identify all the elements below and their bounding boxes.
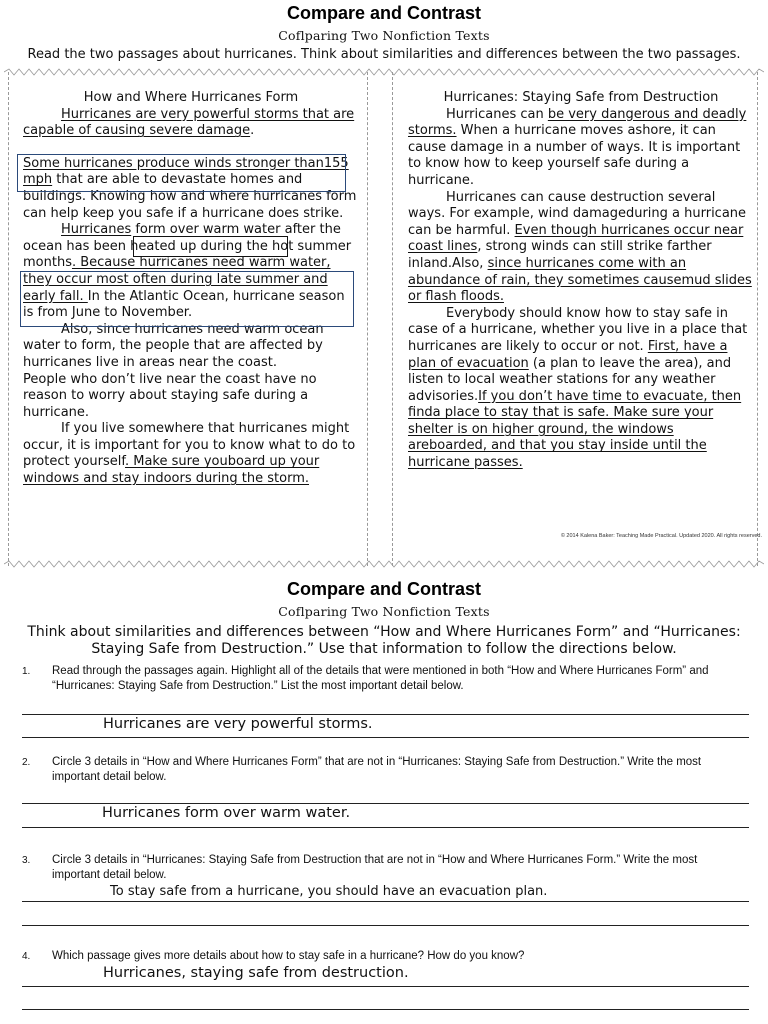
question-4-number: 4. [22,951,31,962]
answer-1: Hurricanes are very powerful storms. [103,716,373,732]
question-2-number: 2. [22,757,31,768]
answer-line [22,1009,749,1010]
passage-left-p6: If you live somewhere that hurricanes might occur, it is important for you to know what to do to protect yourself. Make sure youboard up your windows and stay indoors during the storm. [23,421,356,487]
passage-left-p5: People who don’t live near the coast have no reason to worry about staying safe during a hurricane. [23,371,317,420]
page-subtitle: Coflparing Two Nonfiction Texts [278,28,490,43]
question-2 [22,755,742,785]
question-4-text: Which passage gives more details about how to stay safe in a hurricane? How do you know? [52,950,525,962]
passage-right-p2: Hurricanes can cause destruction several ways. For example, wind damageduring a hurricane can be harmful. Even though hurricanes occur near coast lines, strong winds can still strike farther inland.Also, since hurricanes come with an abundance of rain, they sometimes causemud slides or flash floods. [408,189,752,305]
passage-right-p1: Hurricanes can be very dangerous and deadly storms. When a hurricane moves ashore, it can cause damage in a number of ways. It is important to know how to keep yourself safe during a hurricane. [408,106,747,188]
worksheet-intro: Think about similarities and differences between “How and Where Hurricanes Form” and “Hurricanes: Staying Safe from Destruction.” Use that information to follow the directions below. [27,624,741,657]
question-3-number: 3. [22,855,31,866]
worksheet-subtitle: Coflparing Two Nonfiction Texts [278,604,490,619]
question-2-text: Circle 3 details in “How and Where Hurricanes Form” that are not in “Hurricanes: Staying Safe from Destruction.” Write the most important detail below. [52,756,702,783]
answer-3: To stay safe from a hurricane, you should have an evacuation plan. [110,884,548,899]
passage-how-and-where [23,90,359,488]
passage-staying-safe [408,90,754,472]
answer-line [22,714,749,715]
question-1 [22,664,742,694]
page-title: Compare and Contrast [286,3,482,23]
copyright-text: © 2014 Kalena Baker: Teaching Made Practical. Updated 2020. All rights reserved. [560,533,762,539]
question-4 [22,949,742,964]
answer-line [22,901,749,902]
question-3-text: Circle 3 details in “Hurricanes: Staying Safe from Destruction that are not in “How and Where Hurricanes Form.” Write the most important detail below. [52,854,698,881]
passage-left-heading: How and Where Hurricanes Form [83,90,299,105]
answer-line [22,803,749,804]
answer-line [22,986,749,987]
question-1-text: Read through the passages again. Highlight all of the details that were mentioned in both “How and Where Hurricanes Form” and “Hurricanes: Staying Safe from Destruction.” List the most important detail below. [52,665,709,692]
answer-2: Hurricanes form over warm water. [102,805,351,821]
passage-left-p1: Hurricanes are very powerful storms that are capable of causing severe damage. [23,106,355,139]
passage-right-heading: Hurricanes: Staying Safe from Destruction [443,90,719,105]
passage-left-p2: Some hurricanes produce winds stronger than155 mph that are able to devastate homes and buildings. Knowing how and where hurricanes form can help keep you safe if a hurricane does strike. [23,155,357,221]
passage-left-p4: Also, since hurricanes need warm ocean water to form, the people that are affected by hurricanes live in areas near the coast. [23,321,324,370]
intro-text: Read the two passages about hurricanes. Think about similarities and differences between the two passages. [27,47,741,62]
answer-line [22,737,749,738]
worksheet-title: Compare and Contrast [286,579,482,599]
passage-left-p3: Hurricanes form over warm water after the ocean has been heated up during the hot summer months. Because hurricanes need warm water, they occur most often during late summer and early fall. In the Atlantic Ocean, hurricane season is from June to November. [23,222,352,321]
question-3 [22,853,742,883]
answer-line [22,827,749,828]
answer-4: Hurricanes, staying safe from destruction. [103,965,409,981]
question-1-number: 1. [22,666,31,677]
answer-line [22,925,749,926]
passage-right-p3: Everybody should know how to stay safe in case of a hurricane, whether you live in a place that hurricanes are likely to occur or not. First, have a plan of evacuation (a plan to leave the area), and listen to local weather stations for any weather advisories.If you don’t have time to evacuate, then finda place to stay that is safe. Make sure your shelter is on higher ground, the windows areboarded, and that you stay inside until the hurricane passes. [408,305,748,471]
